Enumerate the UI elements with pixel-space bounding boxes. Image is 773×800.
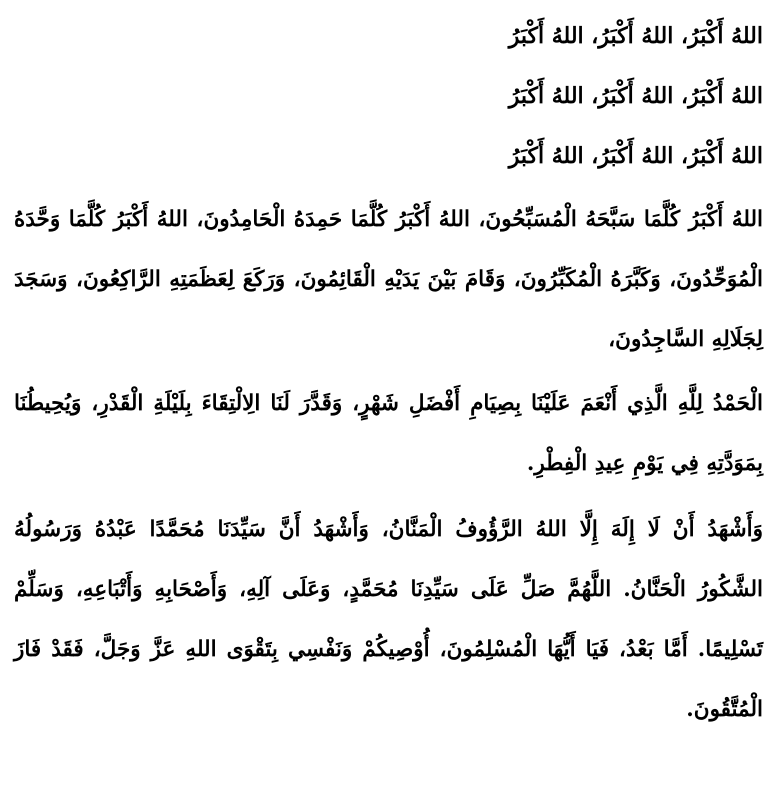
takbir-line-2: اللهُ أَكْبَرُ، اللهُ أَكْبَرُ، اللهُ أَكْبَرُ [508, 83, 763, 109]
takbir-line-1: اللهُ أَكْبَرُ، اللهُ أَكْبَرُ، اللهُ أَكْبَرُ [508, 23, 763, 49]
paragraph-hamd: الْحَمْدُ لِلَّهِ الَّذِي أَنْعَمَ عَلَيْنَا بِصِيَامِ أَفْضَلِ شَهْرٍ، وَقَدَّرَ لَنَا الِالْتِقَاءَ بِلَيْلَةِ الْقَدْرِ، وَيُحِيطُنَا بِمَوَدَّتِهِ فِي يَوْمِ عِيدِ الْفِطْرِ. [14, 391, 763, 476]
takbir-line-3: اللهُ أَكْبَرُ، اللهُ أَكْبَرُ، اللهُ أَكْبَرُ [508, 143, 763, 169]
paragraph-takbir-praise: اللهُ أَكْبَرُ كُلَّمَا سَبَّحَهُ الْمُسَبِّحُونَ، اللهُ أَكْبَرُ كُلَّمَا حَمِدَهُ الْحَامِدُونَ، اللهُ أَكْبَرُ كُلَّمَا وَحَّدَهُ الْمُوَحِّدُونَ، وَكَبَّرَهُ الْمُكَبِّرُونَ، وَقَامَ بَيْنَ يَدَيْهِ الْقَائِمُونَ، وَرَكَعَ لِعَظَمَتِهِ الرَّاكِعُونَ، وَسَجَدَ لِجَلَالِهِ السَّاجِدُونَ، [14, 207, 763, 352]
paragraph-shahada: وَأَشْهَدُ أَنْ لَا إِلَهَ إِلَّا اللهُ الرَّؤُوفُ الْمَنَّانُ، وَأَشْهَدُ أَنَّ سَيِّدَنَا مُحَمَّدًا عَبْدُهُ وَرَسُولُهُ الشَّكُورُ الْحَنَّانُ. اللَّهُمَّ صَلِّ عَلَى سَيِّدِنَا مُحَمَّدٍ، وَعَلَى آلِهِ، وَأَصْحَابِهِ وَأَتْبَاعِهِ، وَسَلِّمْ تَسْلِيمًا. أَمَّا بَعْدُ، فَيَا أَيُّهَا الْمُسْلِمُونَ، أُوْصِيكُمْ وَنَفْسِي بِتَقْوَى اللهِ عَزَّ وَجَلَّ، فَقَدْ فَازَ الْمُتَّقُونَ. [14, 517, 763, 722]
